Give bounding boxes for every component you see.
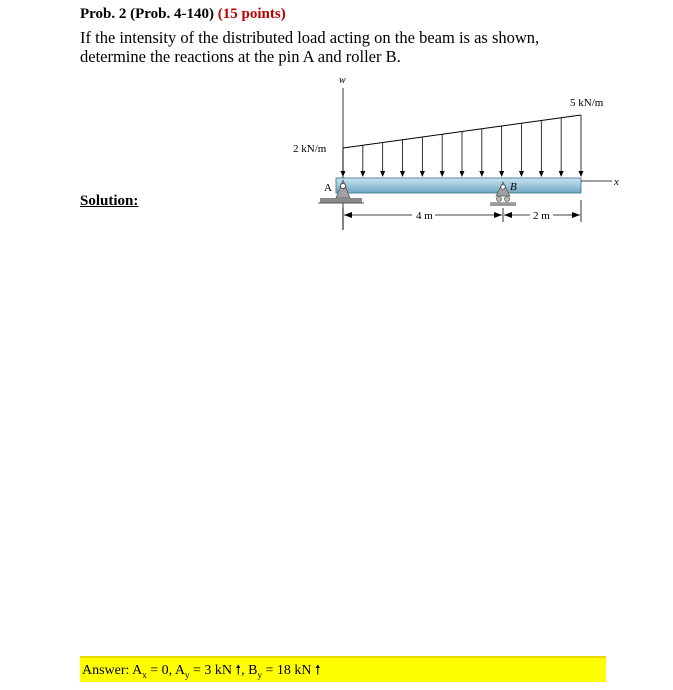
load-left-label: 2 kN/m: [293, 143, 327, 155]
load-arrow-head: [341, 171, 346, 177]
problem-line-2: determine the reactions at the pin A and roller B.: [80, 47, 401, 66]
w-axis-label: w: [339, 75, 346, 86]
load-arrow-head: [499, 171, 504, 177]
load-arrow-head: [420, 171, 425, 177]
point-a-label: A: [324, 182, 332, 194]
arrow-up-icon: 🠕: [235, 663, 242, 678]
answer-ax-value: = 0, A: [146, 663, 186, 678]
beam: [336, 178, 581, 193]
load-arrow-head: [360, 171, 365, 177]
answer-by-value: = 18 kN: [261, 663, 315, 678]
answer-ay-value: = 3 kN: [189, 663, 236, 678]
load-right-label: 5 kN/m: [570, 97, 604, 109]
answer-ay-sub: y: [185, 669, 190, 680]
beam-figure: [0, 0, 673, 260]
answer-separator: , B: [241, 663, 258, 678]
load-arrow-head: [460, 171, 465, 177]
load-arrow-head: [519, 171, 524, 177]
problem-points: (15 points): [217, 6, 286, 22]
load-arrow-head: [400, 171, 405, 177]
answer-by-sub: y: [257, 669, 262, 680]
load-arrow-head: [539, 171, 544, 177]
load-arrow-head: [380, 171, 385, 177]
load-arrows: [341, 115, 584, 177]
load-arrow-head: [479, 171, 484, 177]
dim-b-end-label: 2 m: [533, 210, 550, 222]
problem-line-1: If the intensity of the distributed load acting on the beam is as shown,: [80, 28, 540, 47]
answer-prefix: Answer: A: [82, 663, 143, 678]
arrow-up-icon: 🠕: [314, 663, 321, 678]
load-arrow-head: [559, 171, 564, 177]
dim-ab-label: 4 m: [416, 210, 433, 222]
load-arrow-head: [579, 171, 584, 177]
load-arrow-head: [440, 171, 445, 177]
problem-number: Prob. 2 (Prob. 4-140): [80, 6, 215, 22]
answer-highlight: [80, 656, 606, 682]
point-b-label: B: [510, 181, 517, 193]
answer-ax-sub: x: [142, 669, 147, 680]
solution-label: Solution:: [80, 193, 139, 209]
x-axis-label: x: [614, 176, 619, 188]
